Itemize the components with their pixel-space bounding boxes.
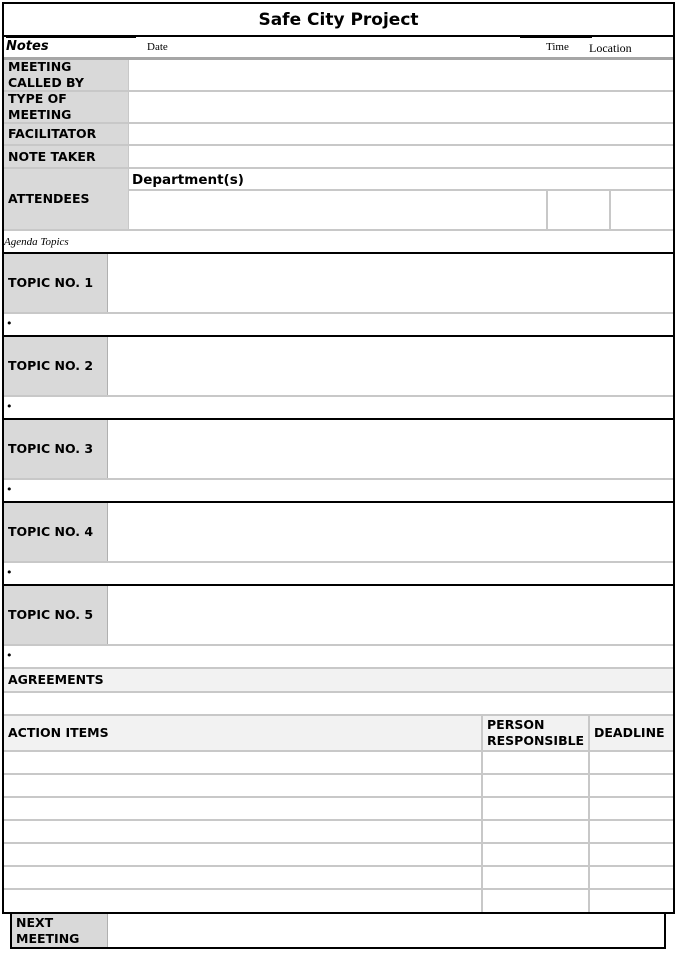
action-item-row-2[interactable] <box>4 775 673 796</box>
topic-3-field[interactable] <box>109 420 673 478</box>
topic-3-label: TOPIC NO. 3 <box>4 420 107 478</box>
facilitator-label: FACILITATOR <box>4 123 128 144</box>
notes-label: Notes <box>6 39 49 54</box>
department-label: Department(s) <box>132 172 244 188</box>
attendees-extra-field-2[interactable] <box>611 191 673 229</box>
agreements-field[interactable] <box>4 693 673 714</box>
location-label: Location <box>589 41 632 55</box>
action-item-row-5[interactable] <box>4 844 673 865</box>
person-responsible-label: PERSON RESPONSIBLE <box>483 716 588 750</box>
agreements-label: AGREEMENTS <box>4 669 673 691</box>
attendees-extra-field-1[interactable] <box>548 191 609 229</box>
action-item-row-3[interactable] <box>4 798 673 819</box>
next-meeting-field[interactable] <box>109 914 664 947</box>
topic-2-label: TOPIC NO. 2 <box>4 337 107 395</box>
action-item-row-7[interactable] <box>4 890 673 912</box>
page-title: Safe City Project <box>258 10 419 30</box>
action-item-row-6[interactable] <box>4 867 673 888</box>
action-item-row-1[interactable] <box>4 752 673 773</box>
attendees-field[interactable] <box>129 191 546 229</box>
topic-2-bullet: • <box>6 400 13 413</box>
date-label: Date <box>147 41 168 53</box>
meeting-called-by-field[interactable] <box>129 60 673 90</box>
action-items-label: ACTION ITEMS <box>4 716 481 750</box>
topic-1-bullet: • <box>6 317 13 330</box>
attendees-label: ATTENDEES <box>4 169 128 229</box>
topic-2-field[interactable] <box>109 337 673 395</box>
topic-1-label: TOPIC NO. 1 <box>4 254 107 312</box>
topic-4-field[interactable] <box>109 503 673 561</box>
type-of-meeting-label: TYPE OF MEETING <box>4 91 128 122</box>
facilitator-field[interactable] <box>129 123 673 144</box>
agenda-topics-heading: Agenda Topics <box>4 236 69 248</box>
type-of-meeting-field[interactable] <box>129 91 673 122</box>
topic-5-field[interactable] <box>109 586 673 644</box>
note-taker-field[interactable] <box>129 146 673 168</box>
time-label: Time <box>546 41 569 53</box>
topic-4-bullet: • <box>6 566 13 579</box>
deadline-label: DEADLINE <box>590 716 673 750</box>
topic-4-label: TOPIC NO. 4 <box>4 503 107 561</box>
topic-3-bullet: • <box>6 483 13 496</box>
meeting-called-by-label: MEETING CALLED BY <box>4 60 128 90</box>
action-item-row-4[interactable] <box>4 821 673 842</box>
next-meeting-label: NEXT MEETING <box>12 914 107 947</box>
topic-5-bullet: • <box>6 649 13 662</box>
topic-1-field[interactable] <box>109 254 673 312</box>
note-taker-label: NOTE TAKER <box>4 146 128 168</box>
topic-5-label: TOPIC NO. 5 <box>4 586 107 644</box>
